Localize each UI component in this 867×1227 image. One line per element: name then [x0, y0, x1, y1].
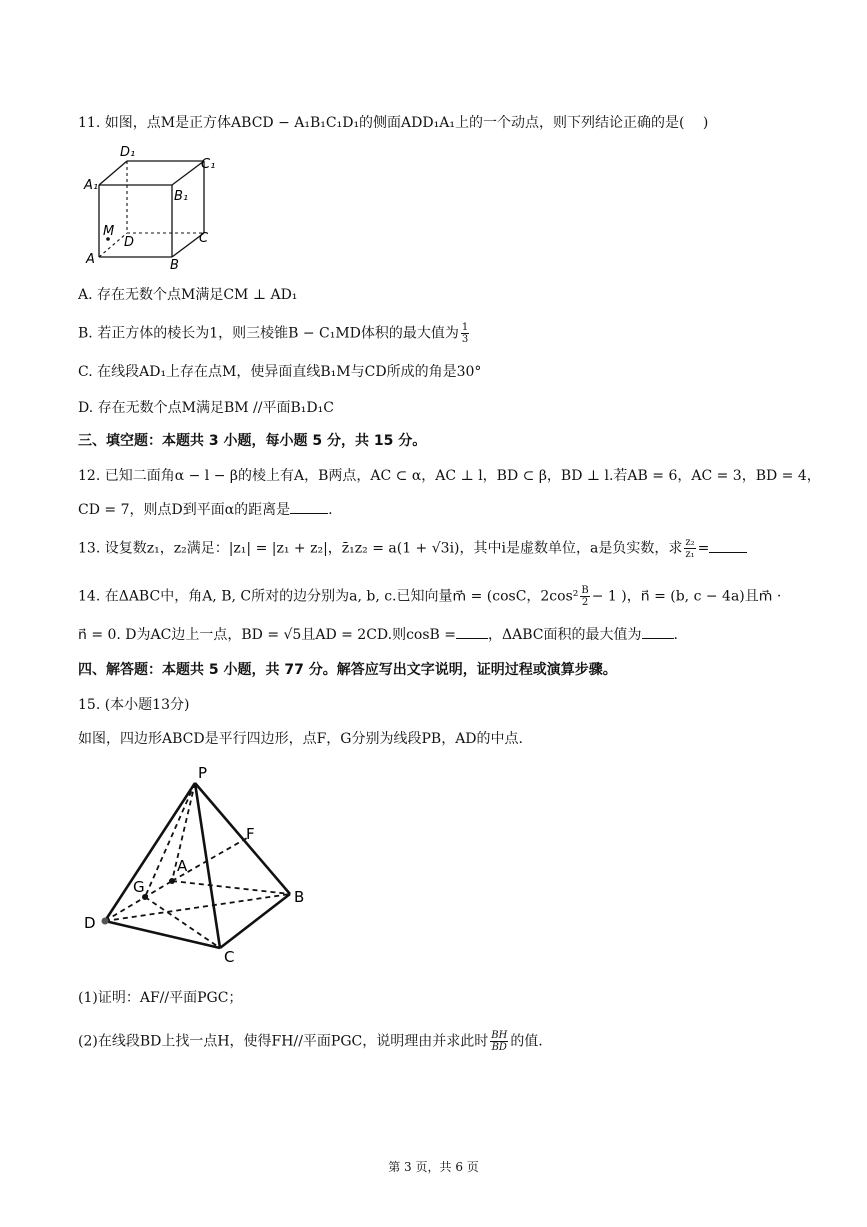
q14-line2b: ，ΔABC面积的最大值为 [488, 627, 642, 643]
q14-line2c: . [673, 627, 678, 643]
label-d-pyr: D [84, 914, 96, 932]
label-a1: A₁ [84, 178, 99, 193]
q11-option-a: A. 存在无数个点M满足CM ⊥ AD₁ [78, 287, 298, 303]
q11-option-b [78, 322, 471, 345]
q15-intro: 如图，四边形ABCD是平行四边形，点F，G分别为线段PB，AD的中点. [78, 731, 523, 747]
label-d1: D₁ [120, 145, 136, 160]
q13-line [78, 537, 747, 560]
q12-line2 [78, 500, 333, 520]
q11-option-c: C. 在线段AD₁上存在点M，使异面直线B₁M与CD所成的角是30° [78, 364, 482, 380]
label-b: B [170, 258, 179, 273]
q14-line2 [78, 625, 678, 645]
q14-part2: − 1 )，n⃗ = (b, c − 4a)且m⃗ · [591, 588, 782, 605]
q15-frac-num: BH [491, 1030, 508, 1041]
q15-part2-end: 的值. [510, 1033, 543, 1050]
fraction-denominator: 3 [461, 334, 469, 345]
q14-blank-cosb [456, 626, 488, 639]
q14-frac-den: 2 [581, 597, 589, 608]
label-c1: C₁ [201, 157, 216, 172]
q12-line2-text: CD = 7，则点D到平面α的距离是 [78, 502, 291, 518]
label-p: P [198, 764, 208, 782]
q14-fraction [580, 585, 589, 608]
section-4-heading: 四、解答题：本题共 5 小题，共 77 分。解答应写出文字说明，证明过程或演算步骤。 [78, 662, 617, 678]
q14-line1 [78, 585, 781, 608]
q13-equals: = [697, 540, 710, 557]
q13-frac-num: z₂ [685, 537, 695, 548]
label-c-pyr: C [224, 948, 235, 966]
q15-part2 [78, 1030, 543, 1053]
q15-frac-den: BD [491, 1042, 507, 1053]
q12-line1: 12. 已知二面角α − l − β的棱上有A，B两点，AC ⊂ α，AC ⊥ l，BD ⊂ β，BD ⊥ l.若AB = 6，AC = 3，BD = 4， [78, 468, 821, 484]
q11-option-b-text: B. 若正方体的棱长为1，则三棱锥B − C₁MD体积的最大值为 [78, 325, 459, 342]
q11-option-b-fraction [461, 322, 469, 345]
point-d [102, 918, 109, 925]
q12-line2-end: . [328, 502, 333, 518]
q13-frac-den: z₁ [685, 549, 695, 560]
label-m: M [103, 224, 115, 239]
page-footer: 第 3 页，共 6 页 [388, 1160, 479, 1174]
pyramid-figure [80, 758, 320, 968]
q14-frac-num: B [581, 585, 589, 596]
q14-blank-area [642, 626, 674, 639]
q11-option-d: D. 存在无数个点M满足BM //平面B₁D₁C [78, 400, 334, 416]
q15-part2-text: (2)在线段BD上找一点H，使得FH//平面PGC，说明理由并求此时 [78, 1033, 489, 1050]
fraction-numerator: 1 [461, 322, 469, 333]
label-d: D [124, 235, 135, 250]
label-b1: B₁ [174, 189, 189, 204]
q14-part1: 14. 在ΔABC中，角A, B, C所对的边分别为a, b, c.已知向量m⃗ = (cosC，2cos² [78, 588, 579, 605]
q11-stem: 11. 如图，点M是正方体ABCD − A₁B₁C₁D₁的侧面ADD₁A₁上的一个动点，则下列结论正确的是( ) [78, 115, 709, 131]
q13-text: 13. 设复数z₁，z₂满足：|z₁| = |z₁ + z₂|，z̄₁z₂ = a(1 + √3i)，其中i是虚数单位，a是负实数，求 [78, 540, 683, 557]
q13-fraction [684, 537, 695, 560]
q14-line2a: n⃗ = 0. D为AC边上一点，BD = √5且AD = 2CD.则cosB = [78, 627, 457, 643]
q15-part1: (1)证明：AF//平面PGC； [78, 990, 243, 1006]
section-3-heading: 三、填空题：本题共 3 小题，每小题 5 分，共 15 分。 [78, 433, 427, 449]
cube-figure [80, 143, 230, 273]
label-a: A [86, 252, 95, 267]
q15-heading: 15. (本小题13分) [78, 697, 190, 713]
label-a-pyr: A [177, 857, 188, 875]
label-g: G [133, 878, 145, 896]
q13-answer-blank [709, 540, 747, 553]
q12-answer-blank [290, 501, 328, 514]
point-a [169, 878, 175, 884]
q15-fraction [490, 1030, 508, 1053]
label-b-pyr: B [294, 888, 305, 906]
label-f: F [246, 825, 255, 843]
label-c: C [199, 231, 209, 246]
